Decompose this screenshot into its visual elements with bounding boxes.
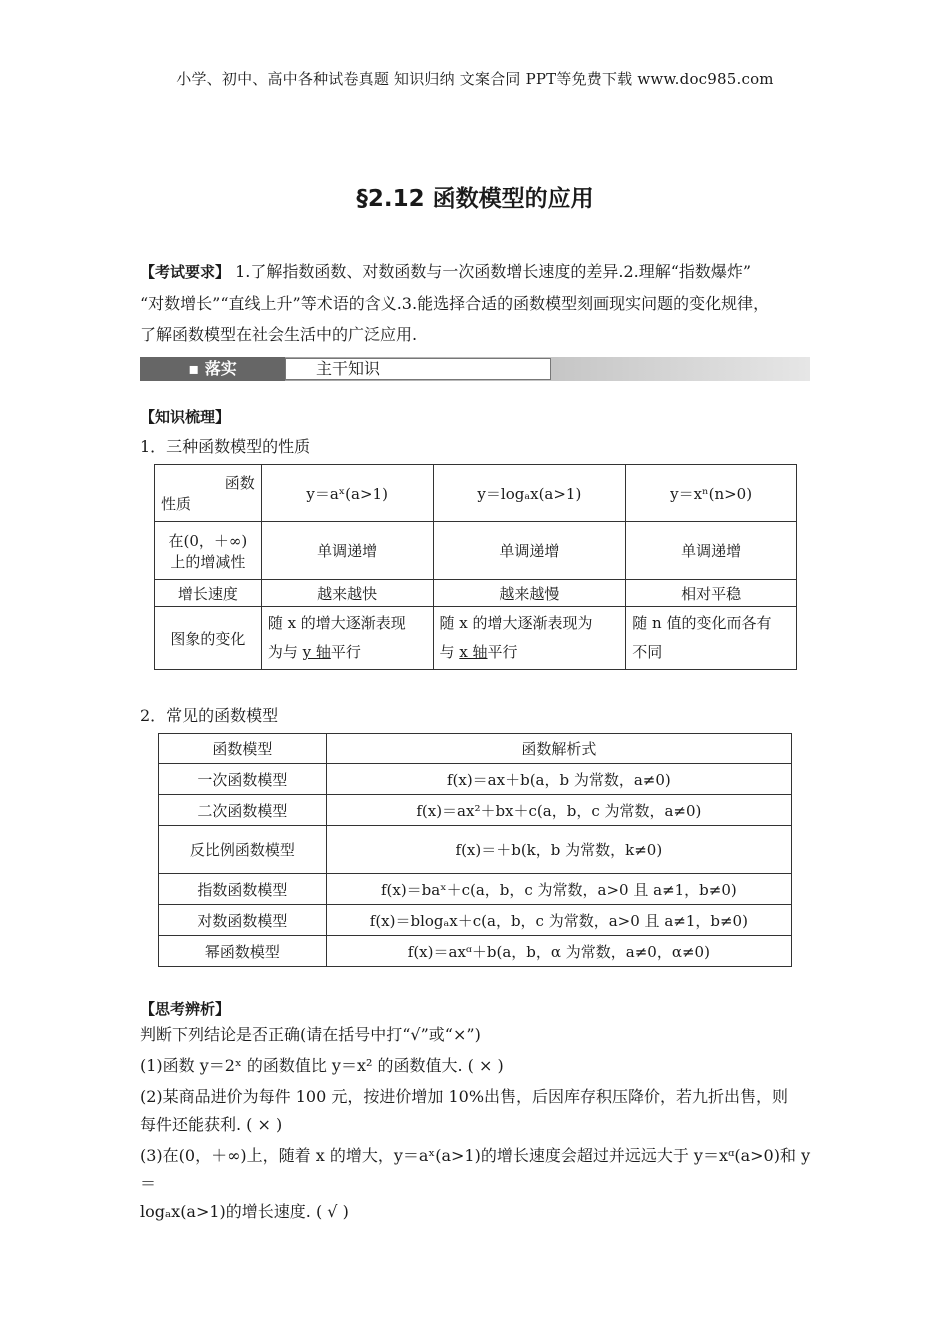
model-name: 反比例函数模型 — [159, 826, 327, 874]
graph-cell-exp-b-post: 平行 — [330, 643, 361, 661]
row-label-monotonic-b: 上的增减性 — [170, 552, 246, 571]
graph-cell-log-b-axis: x 轴 — [459, 643, 488, 661]
requirements-line-2: “对数增长”“直线上升”等术语的含义.3.能选择合适的函数模型刻画现实问题的变化规律， — [140, 294, 770, 313]
graph-cell-pow-a: 随 n 值的变化而各有 — [632, 614, 772, 632]
graph-cell-exp-b-pre: 为与 — [267, 643, 303, 661]
knowledge-header: 【知识梳理】 — [140, 408, 231, 426]
col-header-log: y＝logₐx(a>1) — [433, 465, 626, 522]
section-banner — [140, 357, 810, 381]
model-name: 指数函数模型 — [159, 874, 327, 905]
knowledge-item-2: 2．常见的函数模型 — [140, 706, 279, 725]
table-cell: 越来越快 — [261, 580, 433, 607]
model-name: 二次函数模型 — [159, 795, 327, 826]
model-name: 一次函数模型 — [159, 764, 327, 795]
site-banner: 小学、初中、高中各种试卷真题 知识归纳 文案合同 PPT等免费下载 www.doc985.com — [176, 70, 774, 88]
row-label-monotonic — [155, 522, 262, 580]
graph-cell-log-b-post: 平行 — [487, 643, 518, 661]
model-name: 幂函数模型 — [159, 936, 327, 967]
col-header-exp: y＝aˣ(a>1) — [261, 465, 433, 522]
col-header-pow: y＝xⁿ(n>0) — [626, 465, 797, 522]
question-1: (1)函数 y＝2ˣ 的函数值比 y＝x² 的函数值大. ( × ) — [140, 1056, 504, 1075]
requirements-label: 【考试要求】 — [140, 263, 231, 281]
model-formula: f(x)＝baˣ＋c(a，b，c 为常数，a>0 且 a≠1，b≠0) — [326, 874, 791, 905]
graph-cell-exp-b-axis: y 轴 — [302, 643, 331, 661]
model-formula: f(x)＝＋b(k，b 为常数，k≠0) — [326, 826, 791, 874]
thinking-intro: 判断下列结论是否正确(请在括号中打“√”或“×”) — [140, 1025, 481, 1044]
section-banner-right-label: 主干知识 — [315, 359, 380, 378]
models-head-model: 函数模型 — [159, 734, 327, 764]
requirements-line-3: 了解函数模型在社会生活中的广泛应用. — [140, 325, 418, 344]
corner-bottom: 性质 — [161, 495, 192, 513]
graph-cell-exp — [261, 607, 433, 670]
graph-cell-exp-a: 随 x 的增大逐渐表现 — [267, 614, 406, 632]
models-head-formula: 函数解析式 — [326, 734, 791, 764]
model-formula: f(x)＝blogₐx＋c(a，b，c 为常数，a>0 且 a≠1，b≠0) — [326, 905, 791, 936]
row-label-monotonic-a: 在(0，＋∞) — [168, 531, 248, 550]
graph-cell-log-b-pre: 与 — [439, 643, 460, 661]
thinking-questions — [140, 1021, 820, 1226]
table-cell: 相对平稳 — [626, 580, 797, 607]
thinking-header: 【思考辨析】 — [140, 1000, 231, 1018]
model-formula: f(x)＝ax²＋bx＋c(a，b，c 为常数，a≠0) — [326, 795, 791, 826]
section-banner-left: ▪ 落实 — [140, 357, 285, 381]
row-label-graph: 图象的变化 — [155, 607, 262, 670]
graph-cell-log — [433, 607, 626, 670]
table-cell: 单调递增 — [433, 522, 626, 580]
exam-requirements — [140, 256, 820, 350]
section-banner-right — [285, 358, 551, 380]
question-3a: (3)在(0，＋∞)上，随着 x 的增大，y＝aˣ(a>1)的增长速度会超过并远远大于 y＝xᵅ(a>0)和 y＝ — [140, 1146, 811, 1193]
corner-top: 函数 — [224, 474, 255, 492]
graph-cell-log-a: 随 x 的增大逐渐表现为 — [439, 614, 593, 632]
question-2a: (2)某商品进价为每件 100 元，按进价增加 10%出售，后因库存积压降价，若九折出售，则 — [140, 1087, 789, 1106]
knowledge-item-1: 1．三种函数模型的性质 — [140, 437, 311, 456]
page-title: §2.12 函数模型的应用 — [356, 186, 594, 212]
model-formula: f(x)＝axᵅ＋b(a，b，α 为常数，a≠0，α≠0) — [326, 936, 791, 967]
graph-cell-pow-b: 不同 — [632, 643, 663, 661]
table-cell: 单调递增 — [261, 522, 433, 580]
model-formula: f(x)＝ax＋b(a，b 为常数，a≠0) — [326, 764, 791, 795]
table-cell: 单调递增 — [626, 522, 797, 580]
table-cell: 越来越慢 — [433, 580, 626, 607]
model-name: 对数函数模型 — [159, 905, 327, 936]
question-3b: logₐx(a>1)的增长速度. ( √ ) — [140, 1202, 349, 1221]
properties-table — [154, 464, 797, 670]
corner-cell — [155, 465, 262, 522]
models-table — [158, 733, 792, 967]
requirements-line-1: 1.了解指数函数、对数函数与一次函数增长速度的差异.2.理解“指数爆炸” — [235, 262, 752, 281]
question-2b: 每件还能获利. ( × ) — [140, 1115, 283, 1134]
graph-cell-pow — [626, 607, 797, 670]
row-label-speed: 增长速度 — [155, 580, 262, 607]
